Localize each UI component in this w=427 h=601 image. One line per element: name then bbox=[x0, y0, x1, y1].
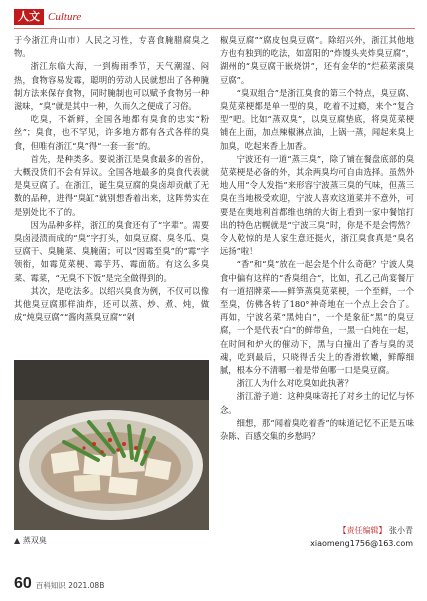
header-divider bbox=[14, 28, 415, 29]
paragraph: “臭双组合”是浙江臭食的第三个特点，臭豆腐、臭苋菜梗都是单一型的臭，吃着不过瘾，来个“复合型”吧。比如“蒸双臭”，以臭豆腐垫底，将臭苋菜梗铺在上面，加点辣椒淋点油，上锅一蒸，闻起来臭上加臭，吃起来香上加香。 bbox=[220, 87, 414, 151]
paragraph: 首先，是种类多。要说浙江是臭食最多的省份，大概没货们不会有异议。全国各地最多的臭食代表就是臭豆腐了。在浙江，诞生臭豆腐的臭卤却贡献了无数的品种，进得“臭缸”就别想香着出来，这阵势实在是别处比不了的。 bbox=[14, 153, 209, 217]
dish-photo bbox=[14, 360, 209, 530]
paragraph: 其次，是吃法多。以绍兴臭食为例，不仅可以像其他臭豆腐那样油炸，还可以蒸、炒、煮、炖，做成“炖臭豆腐”“酱肉蒸臭豆腐”“剁 bbox=[14, 285, 209, 323]
steamed-double-stink-illustration bbox=[14, 360, 209, 530]
section-badge: 人文 bbox=[14, 9, 44, 25]
paragraph: 浙江游子道：这种臭味寄托了对乡土的记忆与怀念。 bbox=[220, 391, 414, 415]
paragraph: 浙江东临大海，一到梅雨季节，天气潮湿、闷热，食物容易发霉，聪明的劳动人民就想出了各种腌制方法来保存食物，同时腌制也可以赋予食物另一种滋味，“臭”就是其中一种，久而久之便成了习俗。 bbox=[14, 61, 209, 112]
section-header bbox=[14, 8, 81, 26]
photo-caption: ▲ 蒸双臭 bbox=[14, 536, 47, 545]
page-number: 60 bbox=[14, 575, 32, 592]
paragraph: 细想，那“闻着臭吃着香”的味道记忆不正是五味杂陈、百感交集的乡愁吗？ bbox=[220, 417, 414, 442]
journal-issue: 百科知识 2021.08B bbox=[35, 581, 105, 590]
right-text-column bbox=[220, 34, 414, 443]
page-footer bbox=[14, 575, 104, 593]
editor-label: 【责任编辑】 bbox=[338, 526, 387, 535]
editor-email: xiaomeng1756@163.com bbox=[310, 539, 413, 548]
paragraph: 于今浙江舟山市）人民之习性，专喜食腌腊腐臭之物。 bbox=[14, 35, 209, 59]
paragraph: “香”和“臭”放在一起会是个什么奇葩？宁波人臭食中偏有这样的“香臭组合”，比如，孔乙己尚宴餐厅有一道招牌菜——鲜笋蒸臭苋菜梗，一个至鲜，一个至臭，仿佛各转了180°神奇地在一个点上会合了。再如，宁波名菜“黑炖白”，一个是象征“黑”的臭豆腐，一个是代表“白”的鲜带鱼，一黑一白炖在一起，在时间和炉火的催动下，黑与白撞出了香与臭的灵魂，吃到最后，只晓得舌尖上的香滑软嫩，鲜醇细腻，根本分不清哪一着是带鱼哪一口是臭豆腐。 bbox=[220, 259, 414, 376]
paragraph: 椒臭豆腐”“腐皮包臭豆腐”。除绍兴外，浙江其他地方也有独到的吃法，如富阳的“炸馒头夹炸臭豆腐”，湖州的“臭豆腐干嵌烧饼”，还有金华的“烂菘菜滚臭豆腐”。 bbox=[220, 35, 414, 85]
left-text-column bbox=[14, 34, 209, 324]
editor-name: 张小青 bbox=[389, 526, 413, 535]
paragraph: 因为品种多样，浙江的臭食还有了“字辈”。需要臭卤浸渍而成的“臭”字打头，如臭豆腐、臭冬瓜、臭豆腐干、臭腌菜、臭腌菌；可以“因霉至臭”的“霉”字领衔，如霉苋菜梗、霉芋艿、霉面筋。有这么多臭菜、霉菜，“无臭不下饭”是完全做得到的。 bbox=[14, 219, 209, 283]
editor-credit bbox=[338, 525, 413, 537]
section-english-label: Culture bbox=[48, 11, 82, 23]
paragraph: 浙江人为什么对吃臭如此执著？ bbox=[236, 378, 353, 389]
paragraph: 宁波还有一道“蒸三臭”，除了铺在餐盘底部的臭苋菜梗是必备的外，其余两臭均可自由选择。虽然外地人用“令人发指”来形容宁波蒸三臭的气味，但蒸三臭在当地极受欢迎，宁波人喜欢这道菜并不意外，可要是在奥地利首都维也纳的大街上看到一家中餐馆打出的特色店幌就是“宁波三臭”时，你是不是会愕然？令人乾惊的是人家生意还挺火，浙江臭食真是“臭名远扬”啦！ bbox=[220, 153, 414, 257]
paragraph: 吃臭，不新鲜，全国各地都有臭食的忠实“粉丝”；臭食，也不罕见，许多地方都有各式各样的臭食，但唯有浙江“臭”得“一套一套”的。 bbox=[14, 114, 209, 151]
